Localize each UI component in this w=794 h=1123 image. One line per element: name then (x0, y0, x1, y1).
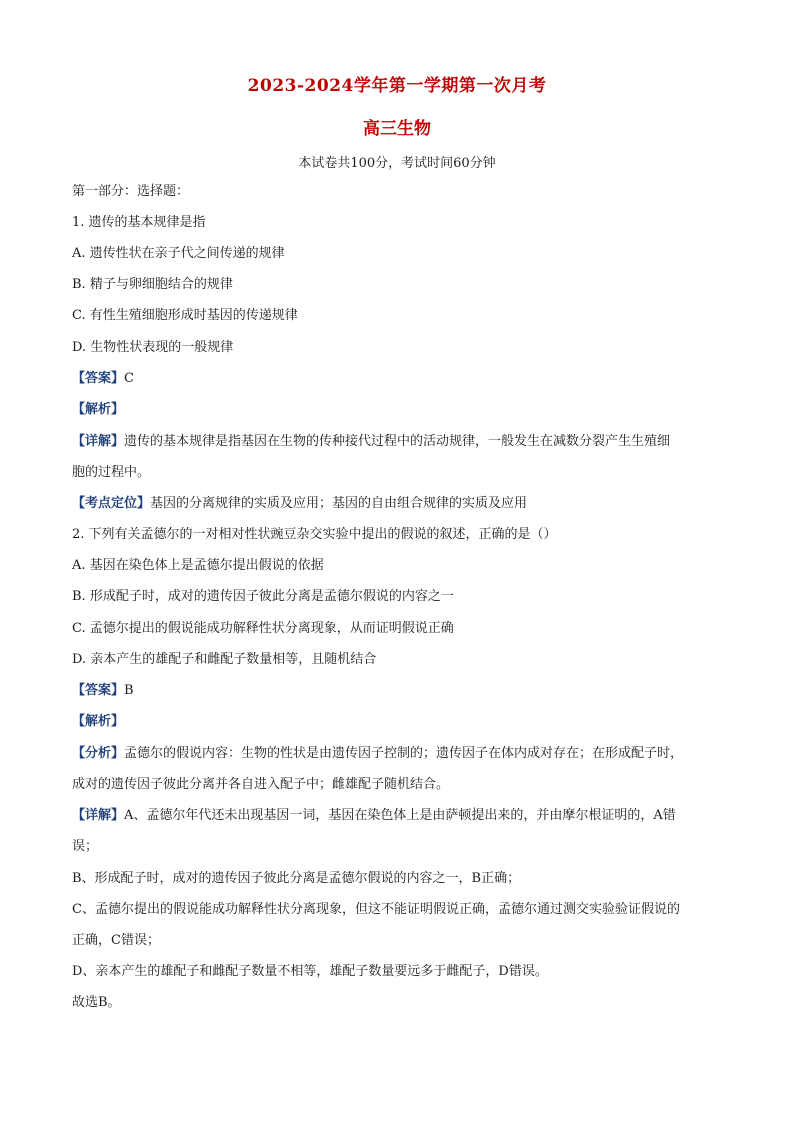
question-1-option-c: C. 有性生殖细胞形成时基因的传递规律 (72, 308, 298, 323)
question-1-option-b: B. 精子与卵细胞结合的规律 (72, 277, 233, 292)
question-1-stem: 1. 遗传的基本规律是指 (72, 215, 206, 230)
question-2-option-d: D. 亲本产生的雄配子和雌配子数量相等，且随机结合 (72, 652, 377, 667)
question-1-detail-line-1 (72, 433, 734, 451)
detail-tag: 【详解】 (72, 434, 125, 449)
answer-value: B (124, 683, 134, 698)
question-2-conclusion: 故选B。 (72, 995, 121, 1010)
question-2-detail-b: B、形成配子时，成对的遗传因子彼此分离是孟德尔假说的内容之一，B正确； (72, 871, 521, 886)
exam-title: 2023-2024学年第一学期第一次月考 (247, 76, 547, 96)
subject-title: 高三生物 (363, 119, 431, 139)
question-1-option-a: A. 遗传性状在亲子代之间传递的规律 (72, 246, 285, 261)
detail-text: 遗传的基本规律是指基因在生物的传种接代过程中的活动规律，一般发生在减数分裂产生生殖细 (124, 434, 671, 449)
question-2-detail-c-line-1: C、孟德尔提出的假说能成功解释性状分离现象，但这不能证明假说正确，孟德尔通过测交实验验证假说的 (72, 902, 680, 917)
question-1-analysis-tag (72, 401, 734, 419)
question-2-option-c: C. 孟德尔提出的假说能成功解释性状分离现象，从而证明假说正确 (72, 621, 454, 636)
answer-tag: 【答案】 (72, 683, 125, 698)
question-2-analysis-tag (72, 713, 734, 731)
question-2-fenxi-line-1 (72, 745, 734, 763)
fenxi-text: 孟德尔的假说内容：生物的性状是由遗传因子控制的；遗传因子在体内成对存在；在形成配子时， (124, 746, 684, 761)
question-2-option-a: A. 基因在染色体上是孟德尔提出假说的依据 (72, 558, 324, 573)
question-2-option-b: B. 形成配子时，成对的遗传因子彼此分离是孟德尔假说的内容之一 (72, 589, 454, 604)
question-2-detail-d: D、亲本产生的雄配子和雌配子数量不相等，雄配子数量要远多于雌配子，D错误。 (72, 964, 548, 979)
answer-value: C (124, 371, 134, 386)
question-2-detail-c-line-2: 正确，C错误； (72, 933, 160, 948)
point-tag: 【考点定位】 (72, 496, 151, 511)
question-1-detail-line-2: 胞的过程中。 (72, 465, 151, 480)
question-1-option-d: D. 生物性状表现的一般规律 (72, 340, 234, 355)
answer-tag: 【答案】 (72, 371, 125, 386)
analysis-tag: 【解析】 (72, 402, 125, 417)
section-heading: 第一部分：选择题： (72, 184, 190, 199)
fenxi-tag: 【分析】 (72, 746, 125, 761)
exam-info: 本试卷共100分，考试时间60分钟 (298, 156, 496, 171)
question-2-answer-line (72, 682, 734, 700)
question-2-fenxi-line-2: 成对的遗传因子彼此分离并各自进入配子中；雌雄配子随机结合。 (72, 777, 450, 792)
analysis-tag: 【解析】 (72, 714, 125, 729)
question-2-detail-a-line-2: 误； (72, 839, 99, 854)
question-1-point-line (72, 495, 734, 513)
question-2-stem: 2. 下列有关孟德尔的一对相对性状豌豆杂交实验中提出的假说的叙述，正确的是（） (72, 527, 557, 542)
detail-text: A、孟德尔年代还未出现基因一词，基因在染色体上是由萨顿提出来的，并由摩尔根证明的，A错 (124, 808, 676, 823)
question-2-detail-a-line-1 (72, 807, 734, 825)
detail-tag: 【详解】 (72, 808, 125, 823)
point-text: 基因的分离规律的实质及应用；基因的自由组合规律的实质及应用 (150, 496, 528, 511)
question-1-answer-line (72, 370, 734, 388)
